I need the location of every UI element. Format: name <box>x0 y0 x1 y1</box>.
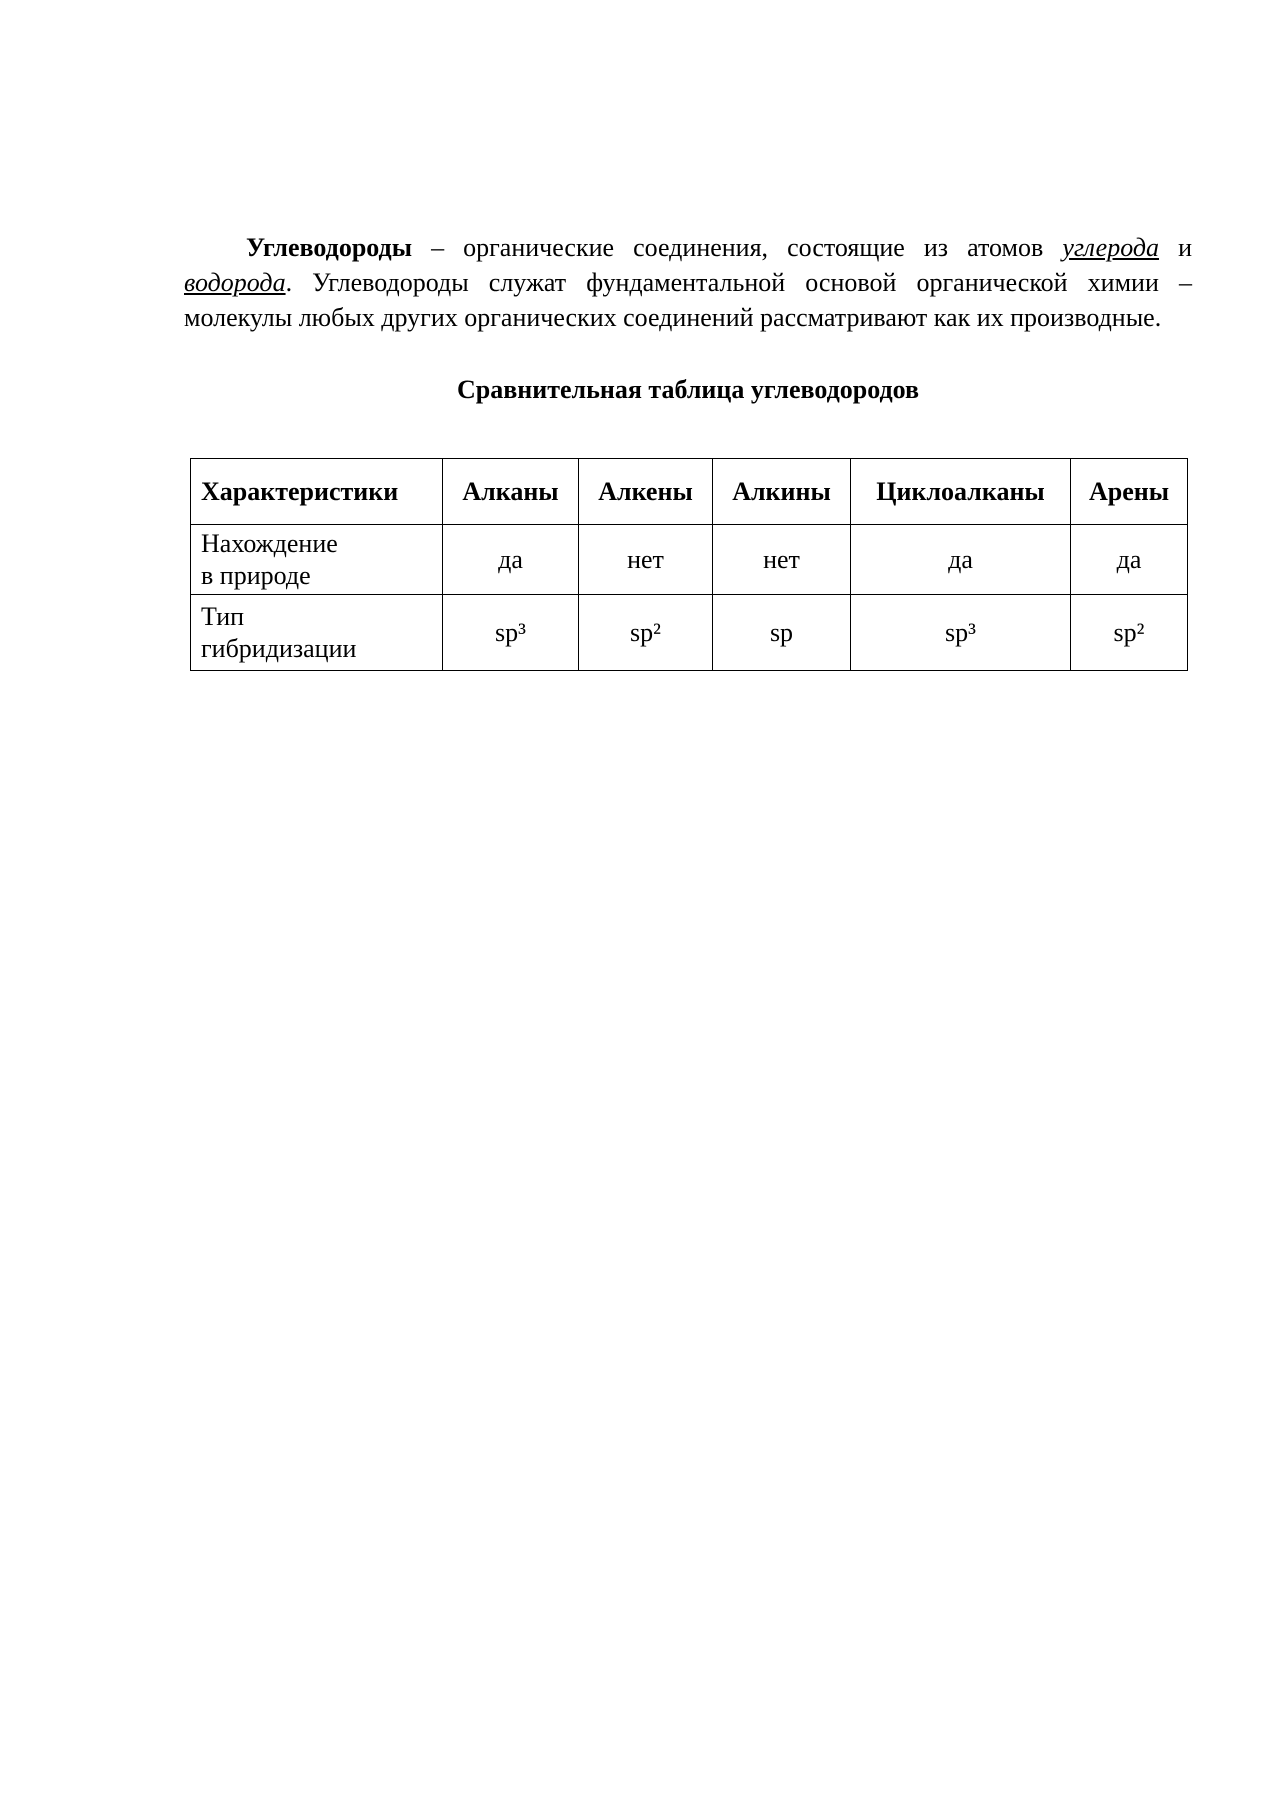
table-cell: sp² <box>579 595 713 671</box>
link-carbon[interactable]: углерода <box>1062 233 1160 262</box>
header-alkynes: Алкины <box>713 459 851 525</box>
comparison-table-wrap <box>190 458 1188 671</box>
intro-term: Углеводороды <box>246 233 412 262</box>
row-label-line: гибридизации <box>201 633 357 663</box>
table-row <box>191 525 1188 595</box>
table-cell: sp³ <box>851 595 1071 671</box>
row-label-hybridization <box>191 595 443 671</box>
table-cell: да <box>443 525 579 595</box>
row-label-occurrence <box>191 525 443 595</box>
table-title: Сравнительная таблица углеводородов <box>456 375 920 404</box>
table-cell: sp <box>713 595 851 671</box>
table-cell: нет <box>713 525 851 595</box>
table-cell: да <box>1071 525 1188 595</box>
table-row <box>191 595 1188 671</box>
intro-paragraph <box>184 230 1192 335</box>
row-label-line: Нахождение <box>201 528 338 558</box>
header-characteristics: Характеристики <box>191 459 443 525</box>
document-page <box>184 230 1192 407</box>
header-cycloalkanes: Циклоалканы <box>851 459 1071 525</box>
table-cell: sp³ <box>443 595 579 671</box>
intro-text-2: и <box>1159 233 1192 262</box>
link-hydrogen[interactable]: водорода <box>184 268 286 297</box>
header-arenes: Арены <box>1071 459 1188 525</box>
intro-text-3: . Углеводороды служат фундаментальной основой органической химии – молекулы любых других органических соединений рассматривают как их производные. <box>184 268 1192 332</box>
row-label-line: в природе <box>201 560 311 590</box>
row-label-line: Тип <box>201 601 245 631</box>
table-header-row <box>191 459 1188 525</box>
table-cell: нет <box>579 525 713 595</box>
header-alkanes: Алканы <box>443 459 579 525</box>
table-cell: sp² <box>1071 595 1188 671</box>
intro-text-1: – органические соединения, состоящие из атомов <box>412 233 1063 262</box>
comparison-table <box>190 458 1188 671</box>
header-alkenes: Алкены <box>579 459 713 525</box>
table-cell: да <box>851 525 1071 595</box>
